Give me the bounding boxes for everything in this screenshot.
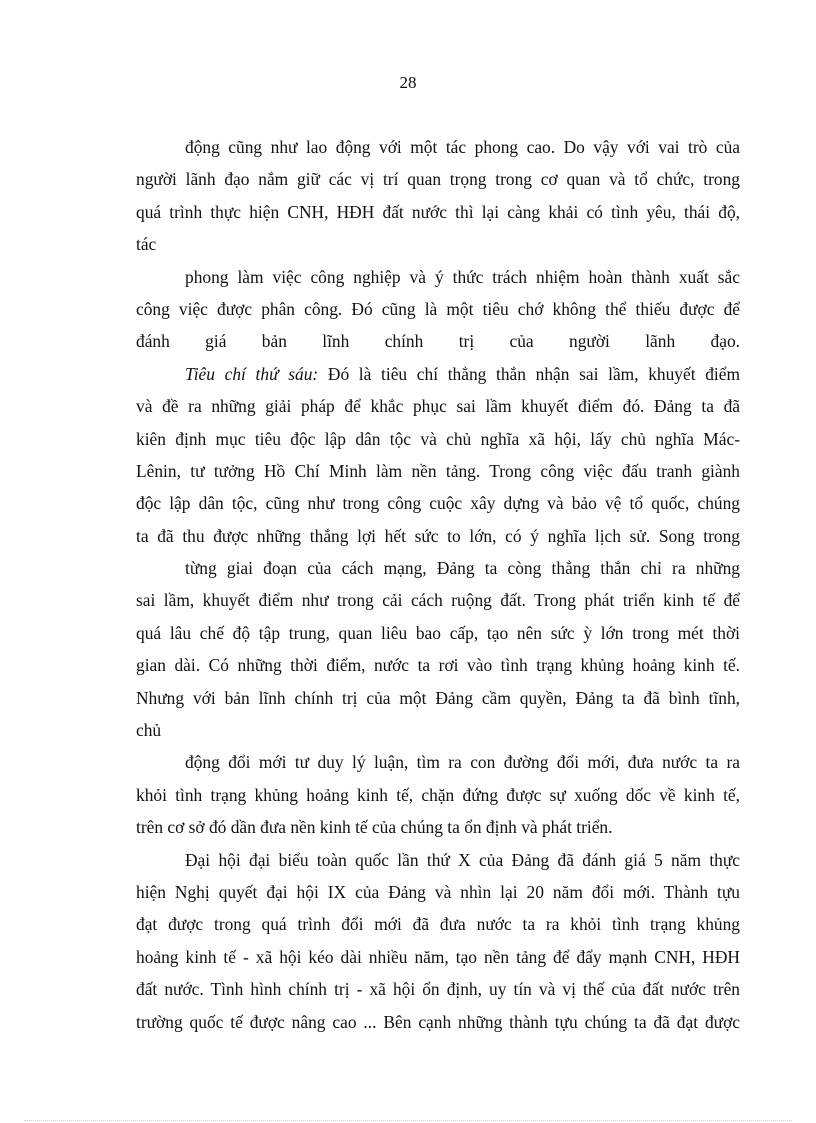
line-text: động đổi mới tư duy lý luận, tìm ra con đường đổi mới, đưa nước ta ra [185,752,740,773]
text-line [136,455,740,487]
text-line [136,552,740,584]
text-line [136,423,740,455]
text-line [136,908,740,940]
line-text: trên cơ sở đó dần đưa nền kinh tế của chúng ta ổn định và phát triển. [136,817,613,838]
text-line [136,131,740,163]
line-text: quá lâu chế độ tập trung, quan liêu bao cấp, tạo nên sức ỳ lớn trong mét thời [136,622,740,643]
italic-heading: Tiêu chí thứ sáu: [185,363,319,384]
line-text: sai lầm, khuyết điểm như trong cải cách ruộng đất. Trong phát triển kinh tế để [136,590,740,611]
text-line [136,779,740,811]
line-text: Đại hội đại biểu toàn quốc lần thứ X của Đảng đã đánh giá 5 năm thực [185,849,740,870]
line-text: từng giai đoạn của cách mạng, Đảng ta còng thẳng thắn chỉ ra những [185,558,740,579]
line-text: đánh giá bản lĩnh chính trị của người lãnh đạo. [136,331,740,352]
line-text: gian dài. Có những thời điểm, nước ta rơi vào tình trạng khủng hoảng kinh tế. [136,655,740,676]
line-text: hoảng kinh tế - xã hội kéo dài nhiều năm, tạo nền tảng để đẩy mạnh CNH, HĐH [136,946,740,967]
line-text: độc lập dân tộc, cũng như trong công cuộc xây dựng và bảo vệ tổ quốc, chúng [136,493,740,514]
page-number: 28 [399,73,417,92]
body-text [136,131,740,1038]
line-text: tác [136,234,157,255]
text-line [136,390,740,422]
line-text: đất nước. Tình hình chính trị - xã hội ổn định, uy tín và vị thế của đất nước trên [136,979,740,1000]
text-line [136,325,740,357]
line-text: khỏi tình trạng khủng hoảng kinh tế, chặn đứng được sự xuống dốc về kinh tế, [136,784,740,805]
text-line [136,876,740,908]
line-text: chủ [136,720,162,741]
text-line [136,714,740,746]
line-text: trường quốc tế được nâng cao ... Bên cạnh những thành tựu chúng ta đã đạt được [136,1011,740,1032]
line-text: đạt được trong quá trình đổi mới đã đưa nước ta ra khỏi tình trạng khủng [136,914,740,935]
text-line [136,746,740,778]
line-text: động cũng như lao động với một tác phong cao. Do vậy với vai trò của [185,137,740,157]
text-line [136,293,740,325]
text-line [136,682,740,714]
line-text: Nhưng với bản lĩnh chính trị của một Đảng cầm quyền, Đảng ta đã bình tĩnh, [136,687,740,708]
page-bottom-rule [24,1120,792,1121]
line-text: ta đã thu được những thắng lợi hết sức to lớn, có ý nghĩa lịch sử. Song trong [136,525,740,546]
text-line [136,520,740,552]
text-line [136,487,740,519]
text-line [136,844,740,876]
text-line [136,811,740,843]
text-line [136,261,740,293]
text-line [136,196,740,228]
text-line [136,649,740,681]
line-text: công việc được phân công. Đó cũng là một tiêu chớ không thể thiếu được để [136,298,740,319]
line-text: và đề ra những giải pháp để khắc phục sai lầm khuyết điểm đó. Đảng ta đã [136,396,740,417]
text-line [136,617,740,649]
line-text: kiên định mục tiêu độc lập dân tộc và chủ nghĩa xã hội, lấy chủ nghĩa Mác- [136,428,740,449]
text-line [136,228,740,260]
line-text: người lãnh đạo nắm giữ các vị trí quan trọng trong cơ quan và tổ chức, trong [136,169,740,190]
text-line [136,163,740,195]
text-line [136,584,740,616]
line-text: hiện Nghị quyết đại hội IX của Đảng và nhìn lại 20 năm đổi mới. Thành tựu [136,881,740,902]
line-text: phong làm việc công nghiệp và ý thức trách nhiệm hoàn thành xuất sắc [185,266,740,287]
text-line [136,973,740,1005]
text-line [136,1006,740,1038]
text-line [136,941,740,973]
line-text: quá trình thực hiện CNH, HĐH đất nước thì lại càng khải có tình yêu, thái độ, [136,201,740,222]
line-text: Lênin, tư tưởng Hồ Chí Minh làm nền tảng. Trong công việc đấu tranh giành [136,460,740,481]
text-line [136,358,740,390]
line-text: Đó là tiêu chí thẳng thắn nhận sai lầm, khuyết điểm [318,363,740,384]
